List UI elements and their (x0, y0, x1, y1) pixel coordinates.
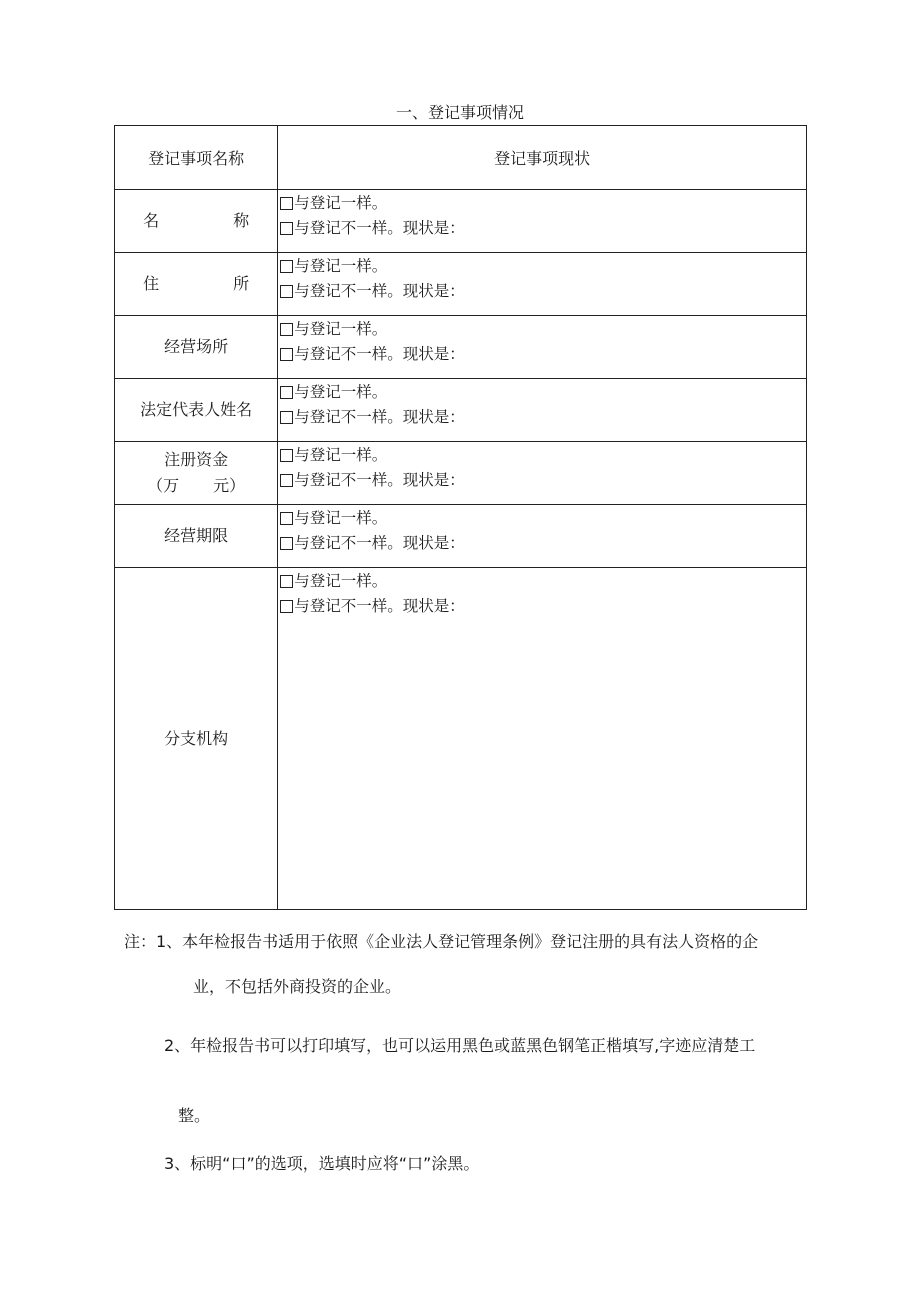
registration-items-table (114, 125, 807, 910)
note-1-line-2: 业，不包括外商投资的企业。 (193, 977, 402, 996)
option-same[interactable]: 与登记一样。 (280, 380, 806, 405)
checkbox[interactable] (280, 222, 293, 235)
note-2-line-2: 整。 (178, 1106, 211, 1125)
option-different[interactable]: 与登记不一样。现状是： (280, 468, 806, 493)
option-same[interactable]: 与登记一样。 (280, 569, 806, 594)
option-different[interactable]: 与登记不一样。现状是： (280, 405, 806, 430)
item-name-cell: 法定代表人姓名 (115, 379, 278, 442)
item-label: 注册资金 (164, 450, 229, 469)
checkbox[interactable] (280, 386, 293, 399)
item-status-cell (278, 190, 807, 253)
checkbox[interactable] (280, 197, 293, 210)
checkbox[interactable] (280, 512, 293, 525)
option-same[interactable]: 与登记一样。 (280, 191, 806, 216)
header-item-name: 登记事项名称 (115, 126, 278, 190)
table-row (115, 568, 807, 910)
checkbox[interactable] (280, 348, 293, 361)
item-name-cell (115, 190, 278, 253)
note-1-line-1: 注：1、本年检报告书适用于依照《企业法人登记管理条例》登记注册的具有法人资格的企 (124, 932, 759, 951)
item-status-cell (278, 379, 807, 442)
table-row (115, 442, 807, 505)
option-different[interactable]: 与登记不一样。现状是： (280, 216, 806, 241)
table-row (115, 253, 807, 316)
item-name-cell: 经营场所 (115, 316, 278, 379)
item-status-cell (278, 253, 807, 316)
option-same[interactable]: 与登记一样。 (280, 506, 806, 531)
checkbox[interactable] (280, 575, 293, 588)
table-row (115, 505, 807, 568)
item-status-cell (278, 505, 807, 568)
checkbox[interactable] (280, 260, 293, 273)
option-different[interactable]: 与登记不一样。现状是： (280, 531, 806, 556)
table-row (115, 316, 807, 379)
item-name-cell (115, 442, 278, 505)
note-2-line-1: 2、年检报告书可以打印填写，也可以运用黑色或蓝黑色钢笔正楷填写,字迹应清楚工 (164, 1036, 756, 1055)
item-status-cell (278, 442, 807, 505)
item-name-cell (115, 253, 278, 316)
table-row (115, 379, 807, 442)
checkbox[interactable] (280, 449, 293, 462)
option-same[interactable]: 与登记一样。 (280, 317, 806, 342)
item-label: 名 称 (143, 211, 250, 230)
item-status-cell (278, 568, 807, 910)
table-row (115, 190, 807, 253)
checkbox[interactable] (280, 285, 293, 298)
note-3: 3、标明“口”的选项，选填时应将“口”涂黑。 (164, 1154, 480, 1173)
option-different[interactable]: 与登记不一样。现状是： (280, 594, 806, 619)
option-same[interactable]: 与登记一样。 (280, 254, 806, 279)
header-item-status: 登记事项现状 (278, 126, 807, 190)
option-different[interactable]: 与登记不一样。现状是： (280, 279, 806, 304)
option-different[interactable]: 与登记不一样。现状是： (280, 342, 806, 367)
item-status-cell (278, 316, 807, 379)
checkbox[interactable] (280, 600, 293, 613)
checkbox[interactable] (280, 323, 293, 336)
checkbox[interactable] (280, 537, 293, 550)
option-same[interactable]: 与登记一样。 (280, 443, 806, 468)
checkbox[interactable] (280, 474, 293, 487)
section-title: 一、登记事项情况 (395, 103, 524, 122)
table-header-row (115, 126, 807, 190)
item-unit-label: （万 元） (147, 476, 246, 495)
checkbox[interactable] (280, 411, 293, 424)
item-name-cell: 经营期限 (115, 505, 278, 568)
item-name-cell: 分支机构 (115, 568, 278, 910)
item-label: 住 所 (143, 274, 250, 293)
